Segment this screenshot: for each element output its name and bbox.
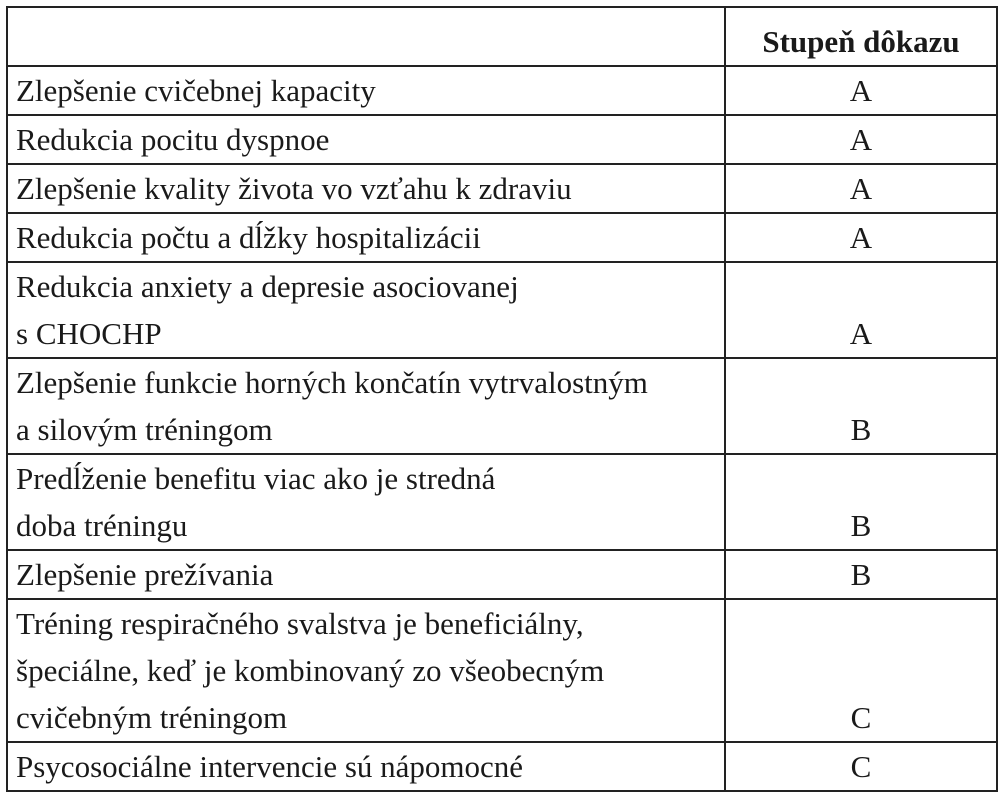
- evidence-grade-cell: C: [725, 742, 997, 791]
- outcome-cell: [7, 358, 725, 454]
- outcome-text-line: Redukcia počtu a dĺžky hospitalizácii: [16, 220, 481, 255]
- table-row: [7, 115, 997, 164]
- outcome-text-line: Zlepšenie prežívania: [16, 557, 274, 592]
- outcome-text-line: Redukcia anxiety a depresie asociovanej: [16, 269, 519, 304]
- table-row: [7, 66, 997, 115]
- outcome-cell: [7, 66, 725, 115]
- outcome-text-line: Zlepšenie kvality života vo vzťahu k zdraviu: [16, 171, 572, 206]
- outcome-text-line: a silovým tréningom: [16, 412, 273, 447]
- evidence-grade-cell: A: [725, 262, 997, 358]
- outcome-text-line: cvičebným tréningom: [16, 700, 288, 735]
- outcome-text-line: s CHOCHP: [16, 316, 162, 351]
- header-evidence-grade: Stupeň dôkazu: [725, 7, 997, 66]
- table-row: [7, 358, 997, 454]
- evidence-grade-cell: A: [725, 66, 997, 115]
- table-body: [7, 66, 997, 791]
- outcome-cell: [7, 550, 725, 599]
- outcome-cell: [7, 262, 725, 358]
- evidence-grade-cell: A: [725, 115, 997, 164]
- outcome-text-line: Redukcia pocitu dyspnoe: [16, 122, 330, 157]
- outcome-text-line: Predĺženie benefitu viac ako je stredná: [16, 461, 496, 496]
- evidence-grade-cell: C: [725, 599, 997, 742]
- table-row: [7, 454, 997, 550]
- outcome-cell: [7, 454, 725, 550]
- outcome-text-line: Zlepšenie funkcie horných končatín vytrvalostným: [16, 365, 648, 400]
- outcome-text-line: špeciálne, keď je kombinovaný zo všeobecným: [16, 653, 605, 688]
- outcome-cell: [7, 115, 725, 164]
- table-row: [7, 164, 997, 213]
- outcome-cell: [7, 164, 725, 213]
- evidence-grade-cell: B: [725, 358, 997, 454]
- header-outcome-cell: [7, 7, 725, 66]
- evidence-grade-cell: A: [725, 213, 997, 262]
- evidence-table: [6, 6, 998, 792]
- table-row: [7, 599, 997, 742]
- outcome-text-line: Tréning respiračného svalstva je beneficiálny,: [16, 606, 584, 641]
- outcome-text-line: Zlepšenie cvičebnej kapacity: [16, 73, 376, 108]
- evidence-grade-cell: B: [725, 550, 997, 599]
- evidence-grade-cell: A: [725, 164, 997, 213]
- table-row: [7, 213, 997, 262]
- outcome-cell: [7, 599, 725, 742]
- table-row: [7, 550, 997, 599]
- evidence-grade-cell: B: [725, 454, 997, 550]
- outcome-text-line: Psycosociálne intervencie sú nápomocné: [16, 749, 524, 784]
- outcome-cell: [7, 742, 725, 791]
- table-row: [7, 262, 997, 358]
- table-header-row: [7, 7, 997, 66]
- outcome-cell: [7, 213, 725, 262]
- table-row: [7, 742, 997, 791]
- outcome-text-line: doba tréningu: [16, 508, 188, 543]
